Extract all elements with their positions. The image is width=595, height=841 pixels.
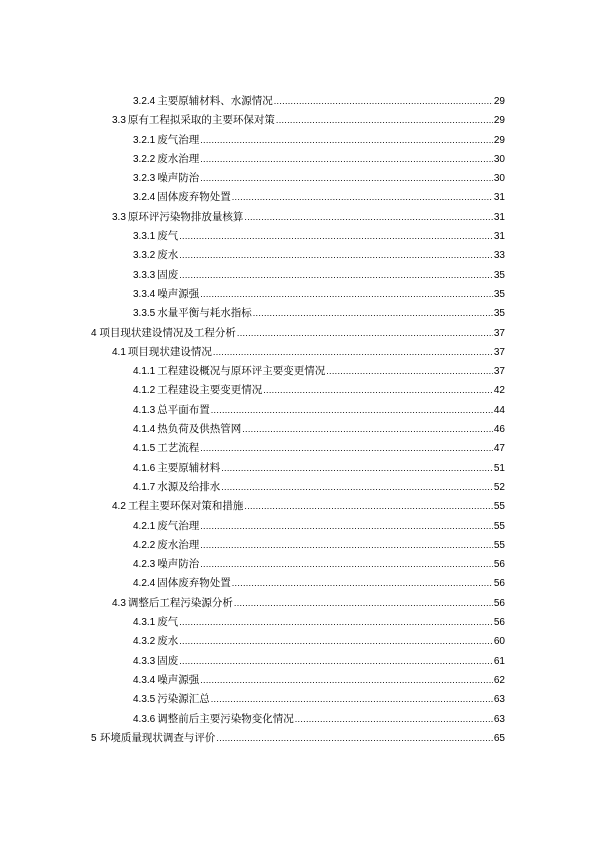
toc-entry-title: 固废 <box>157 654 179 667</box>
toc-entry[interactable] <box>0 111 595 130</box>
toc-entry-number: 3.3.3 <box>133 269 156 281</box>
toc-entry-number: 4.1.7 <box>133 481 156 493</box>
toc-dot-leader <box>244 497 492 516</box>
toc-entry-title: 工程建设主要变更情况 <box>157 384 263 397</box>
toc-entry[interactable] <box>0 304 595 323</box>
toc-entry-number: 4.3.4 <box>133 674 156 686</box>
toc-entry[interactable] <box>0 92 595 111</box>
toc-dot-leader <box>179 613 493 632</box>
toc-entry-title: 工程主要环保对策和措施 <box>127 500 244 513</box>
toc-dot-leader <box>221 478 493 497</box>
toc-entry-page-number: 31 <box>493 231 505 243</box>
toc-entry-title: 水量平衡与耗水指标 <box>157 307 252 320</box>
toc-entry-title: 主要原辅材料、水源情况 <box>157 95 273 107</box>
toc-dot-leader <box>244 208 492 227</box>
toc-entry-title: 调整后工程污染源分析 <box>127 596 233 609</box>
toc-dot-leader <box>179 227 493 246</box>
toc-entry[interactable] <box>0 131 595 150</box>
toc-dot-leader <box>211 401 493 420</box>
toc-entry-page-number: 30 <box>493 173 505 185</box>
toc-entry[interactable] <box>0 632 595 651</box>
toc-entry[interactable] <box>0 208 595 227</box>
toc-entry-number: 4.3.3 <box>133 655 156 667</box>
toc-entry-number: 3.3.5 <box>133 308 156 320</box>
toc-entry-page-number: 47 <box>493 443 505 455</box>
toc-dot-leader <box>276 111 493 130</box>
toc-dot-leader <box>179 246 493 265</box>
toc-entry[interactable] <box>0 381 595 400</box>
toc-dot-leader <box>232 574 493 593</box>
toc-entry-number: 4.1.5 <box>133 443 156 455</box>
toc-entry[interactable] <box>0 150 595 169</box>
toc-entry-number: 4.1.3 <box>133 404 156 416</box>
toc-entry-title: 废水治理 <box>157 538 200 551</box>
toc-entry-title: 总平面布置 <box>157 403 210 416</box>
toc-entry-title: 噪声源强 <box>157 673 200 686</box>
toc-entry[interactable] <box>0 266 595 285</box>
toc-dot-leader <box>216 729 492 748</box>
toc-entry-number: 4.1.1 <box>133 366 156 378</box>
toc-entry-title: 水源及给排水 <box>157 480 221 493</box>
toc-entry-number: 4.3.1 <box>133 617 156 629</box>
toc-entry-title: 废水 <box>157 635 179 648</box>
toc-entry-page-number: 56 <box>493 559 505 571</box>
toc-entry-page-number: 65 <box>493 732 505 744</box>
toc-entry-title: 固废 <box>157 268 179 281</box>
toc-entry-title: 原环评污染物排放量核算 <box>127 210 244 223</box>
toc-entry[interactable] <box>0 690 595 709</box>
toc-dot-leader <box>253 304 493 323</box>
toc-entry-number: 4.3.2 <box>133 636 156 648</box>
toc-dot-leader <box>263 381 493 400</box>
toc-entry-page-number: 61 <box>493 655 505 667</box>
toc-entry-title: 主要原辅材料 <box>157 461 221 474</box>
toc-entry[interactable] <box>0 671 595 690</box>
toc-entry-number: 4.1.4 <box>133 424 156 436</box>
toc-entry-title: 噪声防治 <box>157 558 200 571</box>
toc-entry[interactable] <box>0 536 595 555</box>
toc-entry[interactable] <box>0 324 595 343</box>
toc-entry-page-number: 33 <box>493 250 505 262</box>
toc-entry-page-number: 55 <box>493 539 505 551</box>
toc-dot-leader <box>179 632 493 651</box>
toc-entry-title: 固体废弃物处置 <box>157 191 231 204</box>
toc-entry[interactable] <box>0 343 595 362</box>
toc-dot-leader <box>200 131 493 150</box>
toc-entry-page-number: 62 <box>493 674 505 686</box>
toc-entry-page-number: 56 <box>493 617 505 629</box>
toc-entry-number: 3.2.3 <box>133 173 156 185</box>
toc-entry[interactable] <box>0 613 595 632</box>
toc-dot-leader <box>179 652 493 671</box>
toc-entry-number: 5 <box>91 732 97 744</box>
toc-entry-title: 污染源汇总 <box>157 693 210 706</box>
toc-dot-leader <box>179 266 493 285</box>
toc-entry[interactable] <box>0 710 595 729</box>
toc-entry-number: 4.3 <box>112 597 126 609</box>
toc-entry-page-number: 29 <box>493 134 505 146</box>
toc-entry-page-number: 29 <box>493 96 505 107</box>
toc-dot-leader <box>200 555 493 574</box>
toc-dot-leader <box>221 459 493 478</box>
toc-entry-number: 4.1.2 <box>133 385 156 397</box>
toc-dot-leader <box>200 536 493 555</box>
toc-dot-leader <box>211 690 493 709</box>
toc-entry-page-number: 51 <box>493 462 505 474</box>
toc-entry-number: 3.2.2 <box>133 153 156 165</box>
toc-entry[interactable] <box>0 555 595 574</box>
toc-entry-page-number: 29 <box>493 115 505 127</box>
toc-entry-page-number: 60 <box>493 636 505 648</box>
toc-entry-title: 废气 <box>157 616 179 629</box>
toc-entry[interactable] <box>0 188 595 207</box>
toc-entry-title: 调整前后主要污染物变化情况 <box>157 712 294 725</box>
toc-entry[interactable] <box>0 439 595 458</box>
toc-entry-number: 4.1 <box>112 346 126 358</box>
toc-entry-title: 噪声源强 <box>157 287 200 300</box>
toc-entry-title: 废水 <box>157 249 179 262</box>
toc-entry[interactable] <box>0 420 595 439</box>
toc-entry-page-number: 63 <box>493 694 505 706</box>
toc-entry-title: 项目现状建设情况 <box>127 345 212 358</box>
toc-entry-title: 环境质量现状调查与评价 <box>99 731 216 744</box>
toc-entry-page-number: 44 <box>493 404 505 416</box>
toc-dot-leader <box>242 420 493 439</box>
toc-entry[interactable] <box>0 246 595 265</box>
toc-entry-page-number: 35 <box>493 269 505 281</box>
toc-entry-page-number: 37 <box>493 366 505 378</box>
toc-entry-title: 废气治理 <box>157 133 200 146</box>
toc-entry[interactable] <box>0 594 595 613</box>
toc-entry[interactable] <box>0 497 595 516</box>
toc-entry-number: 3.3.2 <box>133 250 156 262</box>
toc-entry-title: 原有工程拟采取的主要环保对策 <box>127 114 275 127</box>
toc-entry-page-number: 35 <box>493 288 505 300</box>
toc-entry-title: 废气治理 <box>157 519 200 532</box>
toc-entry-page-number: 37 <box>493 327 505 339</box>
toc-entry-number: 3.3 <box>112 115 126 127</box>
toc-entry-title: 废气 <box>157 230 179 243</box>
toc-entry-title: 热负荷及供热管网 <box>157 423 242 436</box>
toc-dot-leader <box>200 150 493 169</box>
toc-entry-page-number: 55 <box>493 520 505 532</box>
toc-dot-leader <box>213 343 493 362</box>
toc-entry-number: 4.1.6 <box>133 462 156 474</box>
toc-entry-title: 噪声防治 <box>157 172 200 185</box>
toc-entry[interactable] <box>0 362 595 381</box>
toc-entry-number: 4 <box>91 327 97 339</box>
toc-entry-number: 4.2.4 <box>133 578 156 590</box>
toc-entry[interactable] <box>0 169 595 188</box>
toc-entry[interactable] <box>0 459 595 478</box>
toc-dot-leader <box>200 169 493 188</box>
toc-dot-leader <box>232 188 493 207</box>
toc-entry[interactable] <box>0 517 595 536</box>
toc-entry-title: 项目现状建设情况及工程分析 <box>99 326 236 339</box>
toc-entry-page-number: 42 <box>493 385 505 397</box>
toc-entry-number: 4.2 <box>112 501 126 513</box>
toc-dot-leader <box>200 439 493 458</box>
toc-entry-title: 工程建设概况与原环评主要变更情况 <box>157 365 326 378</box>
toc-dot-leader <box>274 92 493 111</box>
toc-entry[interactable] <box>0 729 595 748</box>
toc-entry[interactable] <box>0 227 595 246</box>
table-of-contents <box>0 92 595 748</box>
toc-entry-page-number: 30 <box>493 153 505 165</box>
toc-entry-number: 3.2.4 <box>133 192 156 204</box>
toc-entry-number: 4.2.3 <box>133 559 156 571</box>
toc-entry-number: 3.2.1 <box>133 134 156 146</box>
toc-dot-leader <box>295 710 493 729</box>
toc-entry-page-number: 35 <box>493 308 505 320</box>
toc-entry-number: 4.2.1 <box>133 520 156 532</box>
toc-entry-number: 4.3.5 <box>133 694 156 706</box>
toc-entry-number: 4.3.6 <box>133 713 156 725</box>
toc-entry-page-number: 55 <box>493 501 505 513</box>
toc-entry-page-number: 56 <box>493 578 505 590</box>
toc-entry-page-number: 46 <box>493 424 505 436</box>
toc-entry-page-number: 31 <box>493 211 505 223</box>
toc-dot-leader <box>200 285 493 304</box>
toc-entry-number: 3.2.4 <box>133 96 156 107</box>
toc-entry-title: 工艺流程 <box>157 442 200 455</box>
toc-entry-number: 3.3.1 <box>133 231 156 243</box>
toc-entry-number: 3.3.4 <box>133 288 156 300</box>
toc-entry[interactable] <box>0 652 595 671</box>
toc-entry-page-number: 31 <box>493 192 505 204</box>
toc-entry-title: 固体废弃物处置 <box>157 577 231 590</box>
toc-dot-leader <box>200 517 493 536</box>
toc-entry[interactable] <box>0 574 595 593</box>
toc-entry-title: 废水治理 <box>157 152 200 165</box>
toc-entry-page-number: 56 <box>493 597 505 609</box>
toc-entry-page-number: 52 <box>493 481 505 493</box>
toc-entry-page-number: 63 <box>493 713 505 725</box>
toc-entry[interactable] <box>0 285 595 304</box>
toc-entry[interactable] <box>0 478 595 497</box>
toc-dot-leader <box>200 671 493 690</box>
toc-entry-number: 4.2.2 <box>133 539 156 551</box>
toc-dot-leader <box>234 594 493 613</box>
toc-entry-number: 3.3 <box>112 211 126 223</box>
toc-dot-leader <box>326 362 493 381</box>
toc-dot-leader <box>237 324 493 343</box>
toc-entry-page-number: 37 <box>493 346 505 358</box>
toc-entry[interactable] <box>0 401 595 420</box>
